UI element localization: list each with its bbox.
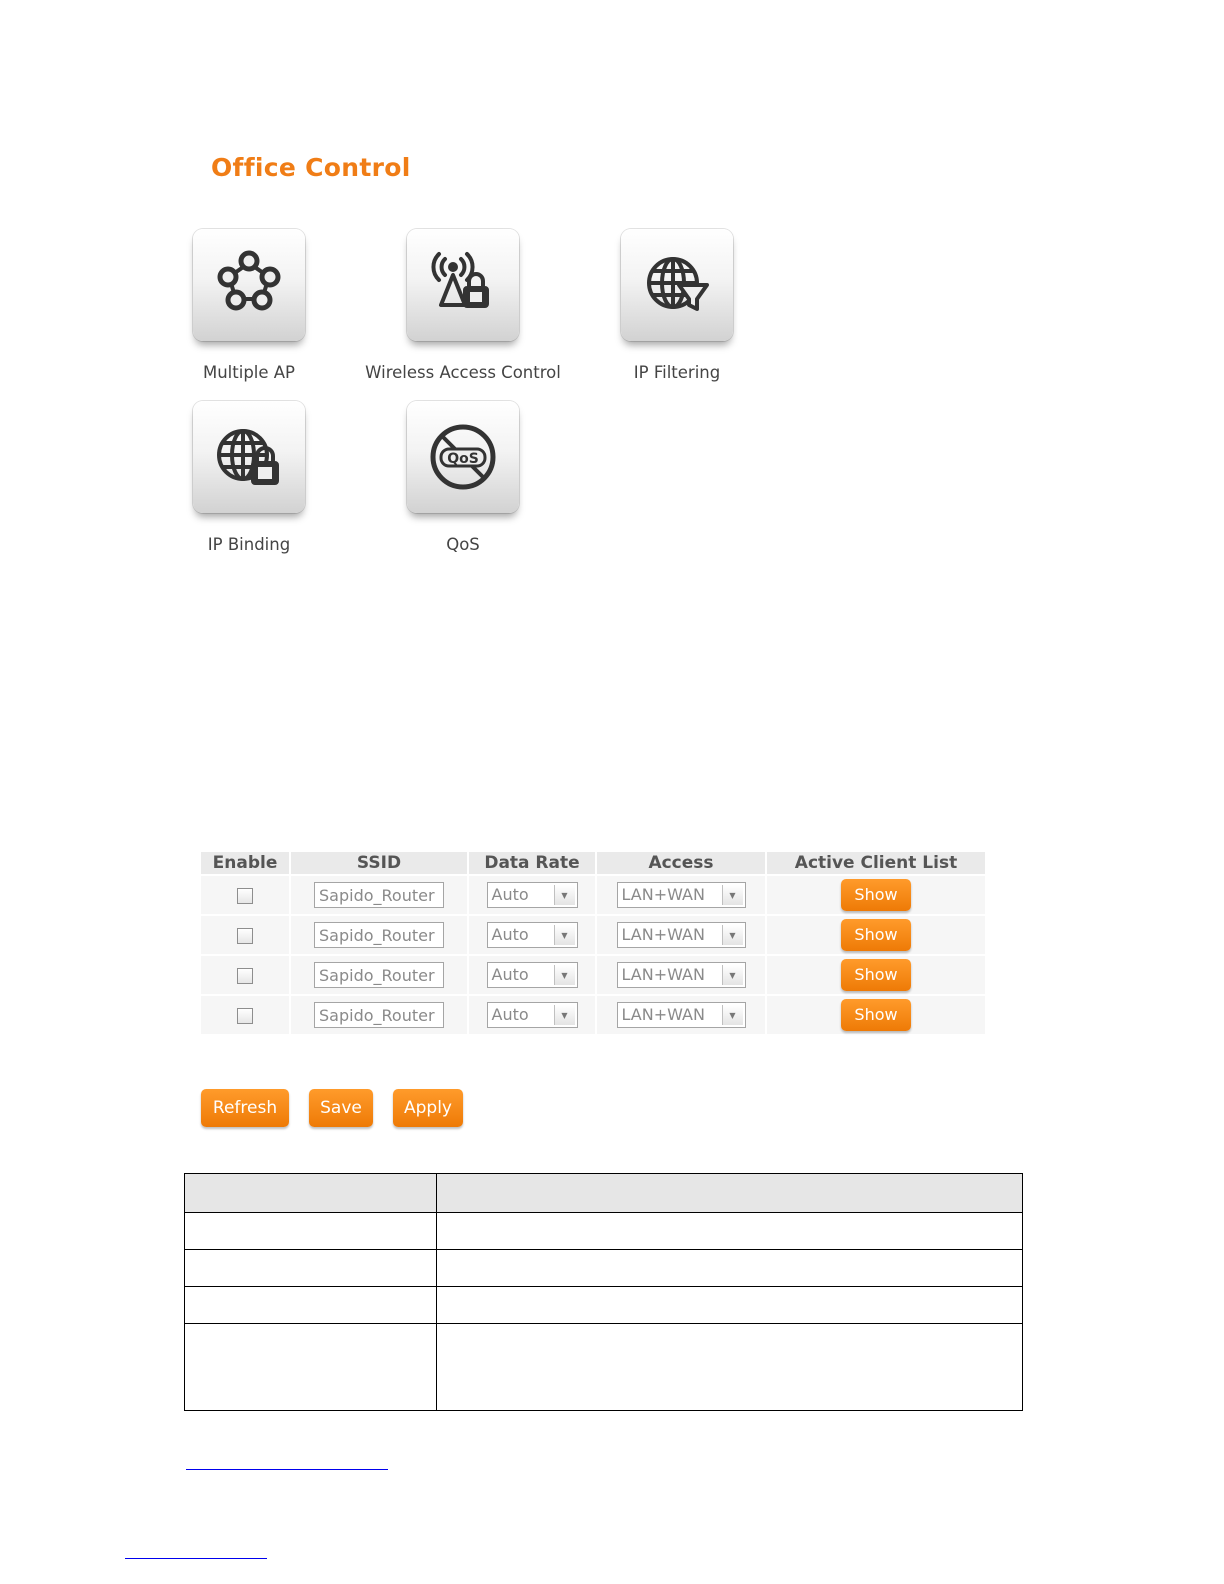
description-table — [184, 1173, 1023, 1411]
ssid-input[interactable] — [314, 922, 444, 948]
data-rate-value: Auto — [491, 885, 529, 904]
link-underline[interactable] — [186, 1469, 388, 1470]
action-bar — [201, 1089, 483, 1127]
apply-button[interactable]: Apply — [393, 1089, 463, 1127]
data-rate-select[interactable] — [487, 922, 578, 948]
access-value: LAN+WAN — [621, 965, 705, 984]
table-row — [201, 876, 985, 914]
table-cell — [437, 1324, 1023, 1411]
data-rate-value: Auto — [491, 1005, 529, 1024]
table-cell — [437, 1174, 1023, 1213]
table-cell — [437, 1287, 1023, 1324]
enable-checkbox[interactable] — [237, 1008, 253, 1024]
tile-wireless-access-control[interactable] — [363, 229, 563, 382]
multiple-ap-icon — [209, 245, 289, 325]
qos-icon-text: QoS — [447, 451, 479, 467]
enable-checkbox[interactable] — [237, 888, 253, 904]
ssid-table — [199, 850, 987, 1036]
table-cell — [185, 1174, 437, 1213]
page-title: Office Control — [211, 153, 411, 182]
table-cell — [185, 1213, 437, 1250]
save-button[interactable]: Save — [309, 1089, 373, 1127]
tile-qos[interactable] — [363, 401, 563, 554]
data-rate-select[interactable] — [487, 1002, 578, 1028]
table-row — [201, 916, 985, 954]
column-header-active-client-list: Active Client List — [767, 852, 985, 874]
show-clients-button[interactable]: Show — [841, 879, 911, 911]
refresh-button[interactable]: Refresh — [201, 1089, 289, 1127]
tile-multiple-ap-button[interactable] — [193, 229, 305, 341]
table-cell — [185, 1287, 437, 1324]
wireless-access-control-icon — [423, 245, 503, 325]
column-header-enable: Enable — [201, 852, 289, 874]
ssid-input[interactable] — [314, 1002, 444, 1028]
link-underline[interactable] — [125, 1558, 267, 1559]
table-row — [185, 1250, 1023, 1287]
tile-label: IP Filtering — [633, 363, 721, 382]
qos-icon — [423, 417, 503, 497]
table-cell — [437, 1213, 1023, 1250]
tile-label: IP Binding — [207, 535, 291, 554]
tile-ip-filtering-button[interactable] — [621, 229, 733, 341]
chevron-down-icon[interactable]: ▼ — [554, 1005, 575, 1025]
tile-label: Multiple AP — [202, 363, 296, 382]
ssid-input[interactable] — [314, 882, 444, 908]
data-rate-select[interactable] — [487, 882, 578, 908]
data-rate-select[interactable] — [487, 962, 578, 988]
chevron-down-icon[interactable]: ▼ — [722, 965, 743, 985]
ssid-input[interactable] — [314, 962, 444, 988]
tile-label: QoS — [446, 535, 480, 554]
chevron-down-icon[interactable]: ▼ — [554, 925, 575, 945]
show-clients-button[interactable]: Show — [841, 959, 911, 991]
tile-qos-button[interactable] — [407, 401, 519, 513]
table-header-row — [201, 852, 985, 874]
ip-binding-icon — [209, 417, 289, 497]
table-row — [185, 1213, 1023, 1250]
ip-filtering-icon — [637, 245, 717, 325]
access-value: LAN+WAN — [621, 885, 705, 904]
table-cell — [185, 1250, 437, 1287]
table-row — [201, 956, 985, 994]
table-cell — [185, 1324, 437, 1411]
enable-checkbox[interactable] — [237, 928, 253, 944]
data-rate-value: Auto — [491, 925, 529, 944]
tile-wireless-access-control-button[interactable] — [407, 229, 519, 341]
table-header-row — [185, 1174, 1023, 1213]
access-select[interactable] — [617, 882, 746, 908]
access-value: LAN+WAN — [621, 1005, 705, 1024]
tile-ip-binding-button[interactable] — [193, 401, 305, 513]
tile-ip-filtering[interactable] — [577, 229, 777, 382]
table-row — [185, 1287, 1023, 1324]
enable-checkbox[interactable] — [237, 968, 253, 984]
column-header-ssid: SSID — [291, 852, 467, 874]
chevron-down-icon[interactable]: ▼ — [554, 885, 575, 905]
data-rate-value: Auto — [491, 965, 529, 984]
chevron-down-icon[interactable]: ▼ — [722, 1005, 743, 1025]
tile-ip-binding[interactable] — [149, 401, 349, 554]
table-row — [185, 1324, 1023, 1411]
chevron-down-icon[interactable]: ▼ — [554, 965, 575, 985]
access-select[interactable] — [617, 1002, 746, 1028]
column-header-access: Access — [597, 852, 765, 874]
tile-multiple-ap[interactable] — [149, 229, 349, 382]
table-cell — [437, 1250, 1023, 1287]
chevron-down-icon[interactable]: ▼ — [722, 885, 743, 905]
show-clients-button[interactable]: Show — [841, 999, 911, 1031]
chevron-down-icon[interactable]: ▼ — [722, 925, 743, 945]
column-header-data-rate: Data Rate — [469, 852, 595, 874]
tile-label: Wireless Access Control — [365, 363, 561, 382]
access-value: LAN+WAN — [621, 925, 705, 944]
access-select[interactable] — [617, 922, 746, 948]
show-clients-button[interactable]: Show — [841, 919, 911, 951]
table-row — [201, 996, 985, 1034]
access-select[interactable] — [617, 962, 746, 988]
